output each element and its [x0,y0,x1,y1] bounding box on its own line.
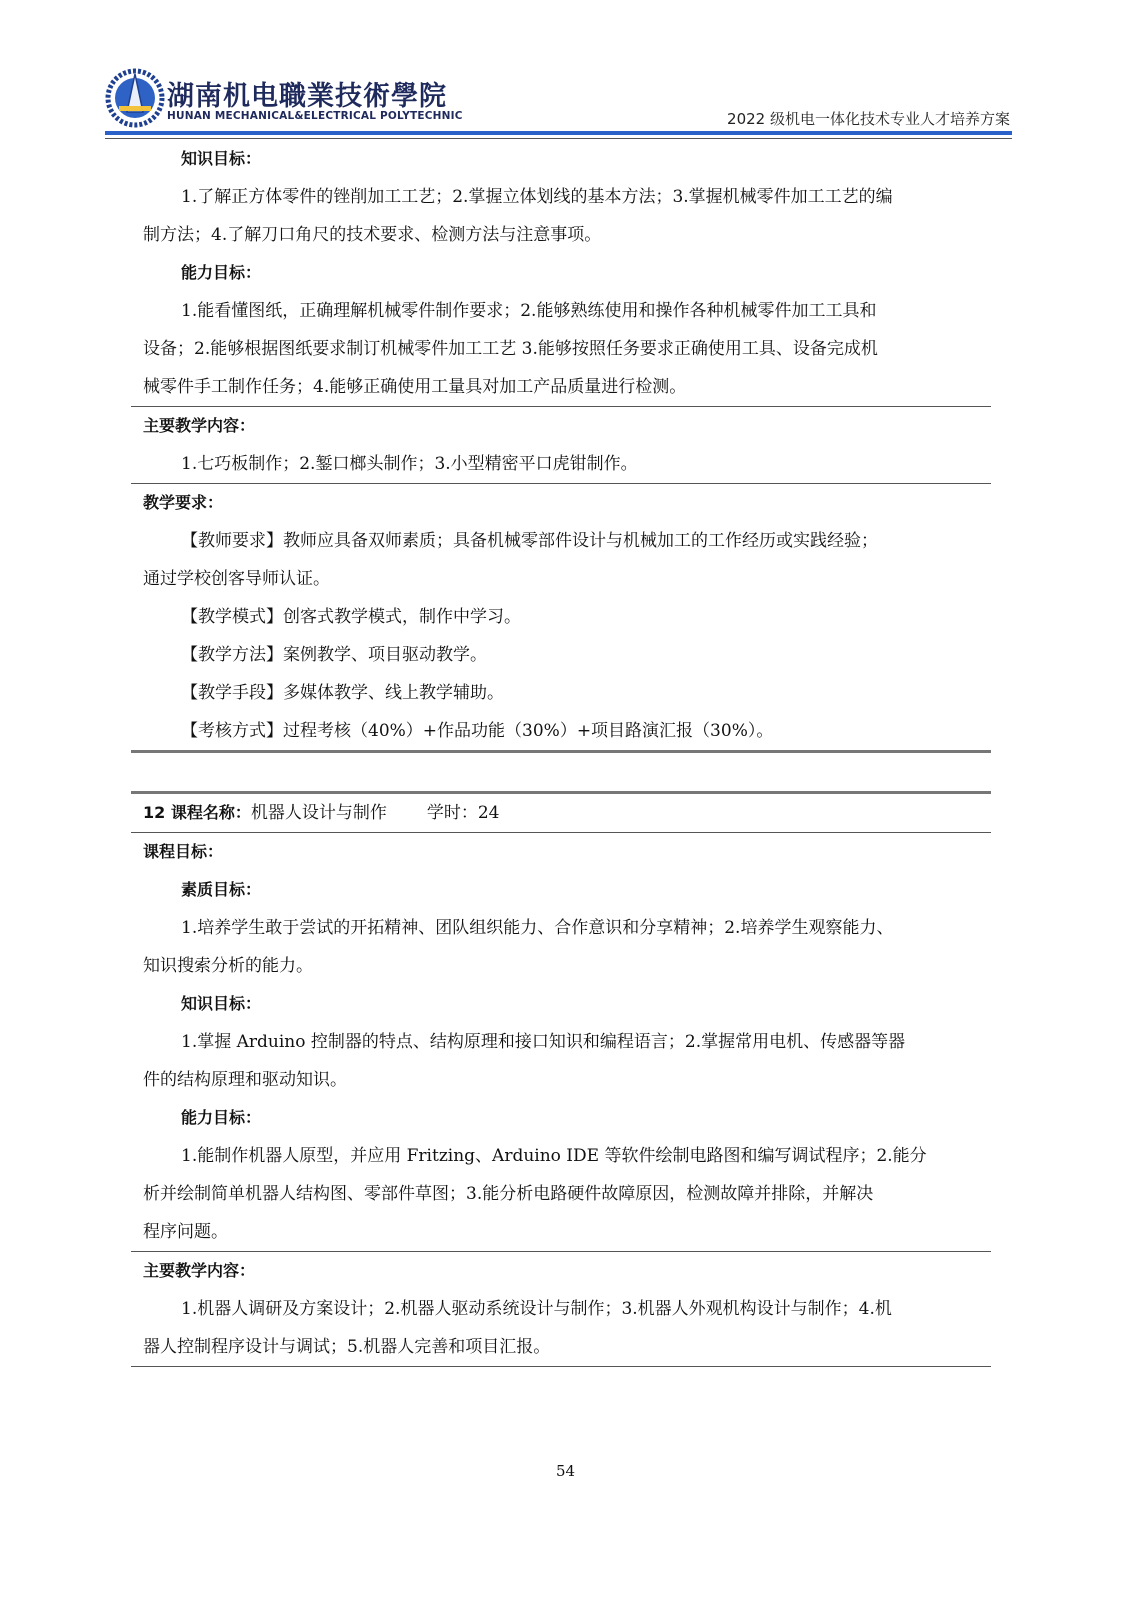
text-line: 件的结构原理和驱动知识。 [143,1070,347,1090]
goals-heading: 课程目标： [143,842,224,861]
text-line: 1.培养学生敢于尝试的开拓精神、团队组织能力、合作意识和分享精神；2.培养学生观察能力、 [181,918,894,938]
knowledge-heading: 知识目标： [181,994,262,1013]
text-line: 析并绘制简单机器人结构图、零部件草图；3.能分析电路硬件故障原因，检测故障并排除，并解决 [143,1184,874,1204]
page-header [105,68,1010,140]
text-line: 通过学校创客导师认证。 [143,569,330,589]
document-title: 2022 级机电一体化技术专业人才培养方案 [727,110,1010,128]
content-heading: 主要教学内容： [143,1261,256,1280]
quality-heading: 素质目标： [181,880,262,899]
page-number: 54 [555,1462,576,1480]
school-logo-icon [105,68,165,128]
text-line: 设备；2.能够根据图纸要求制订机械零件加工工艺 3.能够按照任务要求正确使用工具、设备完成机 [143,339,878,359]
text-line: 器人控制程序设计与调试；5.机器人完善和项目汇报。 [143,1337,551,1357]
course-12-goals [131,833,991,1252]
school-name-cn: 湖南机电職業技術學院 [167,81,447,112]
text-line: 1.掌握 Arduino 控制器的特点、结构原理和接口知识和编程语言；2.掌握常用电机、传感器等器 [181,1032,906,1052]
course-hours-label: 学时： [426,803,478,823]
text-line: 【教学手段】多媒体教学、线上教学辅助。 [181,683,504,703]
section-main-content [131,407,991,484]
text-line: 1.了解正方体零件的锉削加工工艺；2.掌握立体划线的基本方法；3.掌握机械零件加工工艺的编 [181,187,893,207]
header-rule-blue [105,131,1012,135]
course-name-value: 机器人设计与制作 [250,803,387,823]
text-line: 【教学模式】创客式教学模式，制作中学习。 [181,607,521,627]
text-line: 1.机器人调研及方案设计；2.机器人驱动系统设计与制作；3.机器人外观机构设计与制作；4.机 [181,1299,892,1319]
text-line: 【教师要求】教师应具备双师素质；具备机械零部件设计与机械加工的工作经历或实践经验； [181,531,878,551]
course-hours-value: 24 [477,803,500,823]
text-line: 知识搜索分析的能力。 [143,956,313,976]
section-teaching-requirements [131,484,991,753]
table-gap [131,753,991,791]
course-title-line [143,794,979,832]
page-content [131,140,991,1367]
course-name-label: 12 课程名称： [143,803,251,822]
text-line: 械零件手工制作任务；4.能够正确使用工量具对加工产品质量进行检测。 [143,377,687,397]
requirements-heading: 教学要求： [143,493,224,512]
header-rule-thin [105,138,1012,139]
text-line: 1.能制作机器人原型，并应用 Fritzing、Arduino IDE 等软件绘制电路图和编写调试程序；2.能分 [181,1146,927,1166]
ability-heading: 能力目标： [181,1108,262,1127]
ability-heading: 能力目标： [181,263,262,282]
text-line: 程序问题。 [143,1222,228,1242]
section-goals-continued [131,140,991,407]
school-name-en: HUNAN MECHANICAL&ELECTRICAL POLYTECHNIC [167,110,463,122]
text-line: 【教学方法】案例教学、项目驱动教学。 [181,645,487,665]
course-12-main-content [131,1252,991,1367]
content-heading: 主要教学内容： [143,416,256,435]
text-line: 1.能看懂图纸，正确理解机械零件制作要求；2.能够熟练使用和操作各种机械零件加工工具和 [181,301,877,321]
text-line: 【考核方式】过程考核（40%）+作品功能（30%）+项目路演汇报（30%）。 [181,721,774,741]
text-line: 制方法；4.了解刀口角尺的技术要求、检测方法与注意事项。 [143,225,602,245]
course-12-title-row [131,791,991,833]
knowledge-heading: 知识目标： [181,149,262,168]
text-line: 1.七巧板制作；2.錾口榔头制作；3.小型精密平口虎钳制作。 [181,454,638,474]
